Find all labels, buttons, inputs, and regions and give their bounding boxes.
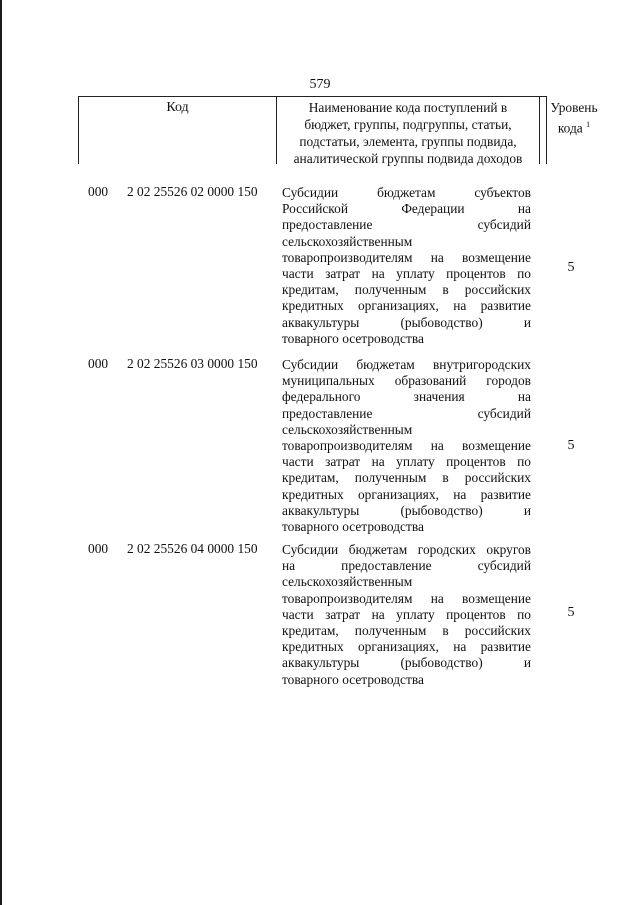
header-level-line1: Уровень — [550, 100, 598, 115]
header-name-line: подстатьи, элемента, группы подвида, — [299, 134, 517, 149]
name-line: сельскохозяйственным — [282, 233, 413, 249]
admin-code: 000 — [88, 541, 109, 556]
name-line: кредитных организациях, на развитие — [282, 486, 531, 502]
name-line: аквакультуры (рыбоводство) и — [282, 314, 531, 330]
header-name-cell — [277, 97, 540, 164]
page-number: 579 — [309, 77, 331, 92]
admin-code: 000 — [88, 184, 109, 199]
name-line: части затрат на уплату процентов по — [282, 454, 531, 470]
header-code-label: Код — [166, 100, 189, 115]
name-line: кредитам, полученным в российских — [282, 470, 531, 486]
name-line: аквакультуры (рыбоводство) и — [282, 655, 531, 671]
name-line: товарного осетроводства — [282, 671, 424, 687]
level-value: 5 — [567, 438, 575, 453]
revenue-name — [282, 185, 531, 347]
header-level-line2 — [540, 116, 608, 136]
footnote-marker: 1 — [586, 120, 591, 129]
header-level-label: кода — [557, 120, 583, 136]
name-line: кредитных организациях, на развитие — [282, 639, 531, 655]
name-line: сельскохозяйственным — [282, 574, 413, 590]
revenue-name — [282, 542, 531, 688]
name-line: части затрат на уплату процентов по — [282, 606, 531, 622]
name-line: товаропроизводителям на возмещение — [282, 590, 531, 606]
name-line: кредитных организациях, на развитие — [282, 298, 531, 314]
name-line: Российской Федерации на — [282, 201, 531, 217]
level-value: 5 — [567, 260, 575, 275]
name-line: аквакультуры (рыбоводство) и — [282, 502, 531, 518]
name-line: Субсидии бюджетам субъектов — [282, 185, 531, 200]
revenue-code: 2 02 25526 04 0000 150 — [127, 541, 258, 556]
revenue-name — [282, 357, 531, 535]
name-line: Субсидии бюджетам внутригородских — [282, 357, 531, 372]
admin-code: 000 — [88, 356, 109, 371]
name-line: кредитам, полученным в российских — [282, 282, 531, 298]
header-code-cell — [79, 97, 277, 164]
header-name-line: Наименование кода поступлений в — [308, 100, 508, 115]
header-name-line: аналитической группы подвида доходов — [293, 151, 523, 166]
name-line: на предоставление субсидий — [282, 558, 531, 574]
header-level-cell — [540, 97, 608, 164]
name-line: товаропроизводителям на возмещение — [282, 249, 531, 265]
name-line: товарного осетроводства — [282, 519, 424, 535]
table-header — [78, 96, 598, 166]
name-line: Субсидии бюджетам городских округов — [282, 542, 531, 557]
revenue-code: 2 02 25526 02 0000 150 — [127, 184, 258, 199]
level-value: 5 — [567, 605, 575, 620]
name-line: муниципальных образований городов — [282, 373, 531, 389]
name-line: товаропроизводителям на возмещение — [282, 438, 531, 454]
name-line: сельскохозяйственным — [282, 421, 413, 437]
name-line: федерального значения на — [282, 389, 531, 405]
header-name-line: бюджет, группы, подгруппы, статьи, — [304, 117, 512, 132]
name-line: части затрат на уплату процентов по — [282, 266, 531, 282]
name-line: товарного осетроводства — [282, 330, 424, 346]
revenue-code: 2 02 25526 03 0000 150 — [127, 356, 258, 371]
name-line: предоставление субсидий — [282, 217, 531, 233]
name-line: кредитам, полученным в российских — [282, 623, 531, 639]
page-edge-line — [0, 0, 2, 905]
name-line: предоставление субсидий — [282, 405, 531, 421]
